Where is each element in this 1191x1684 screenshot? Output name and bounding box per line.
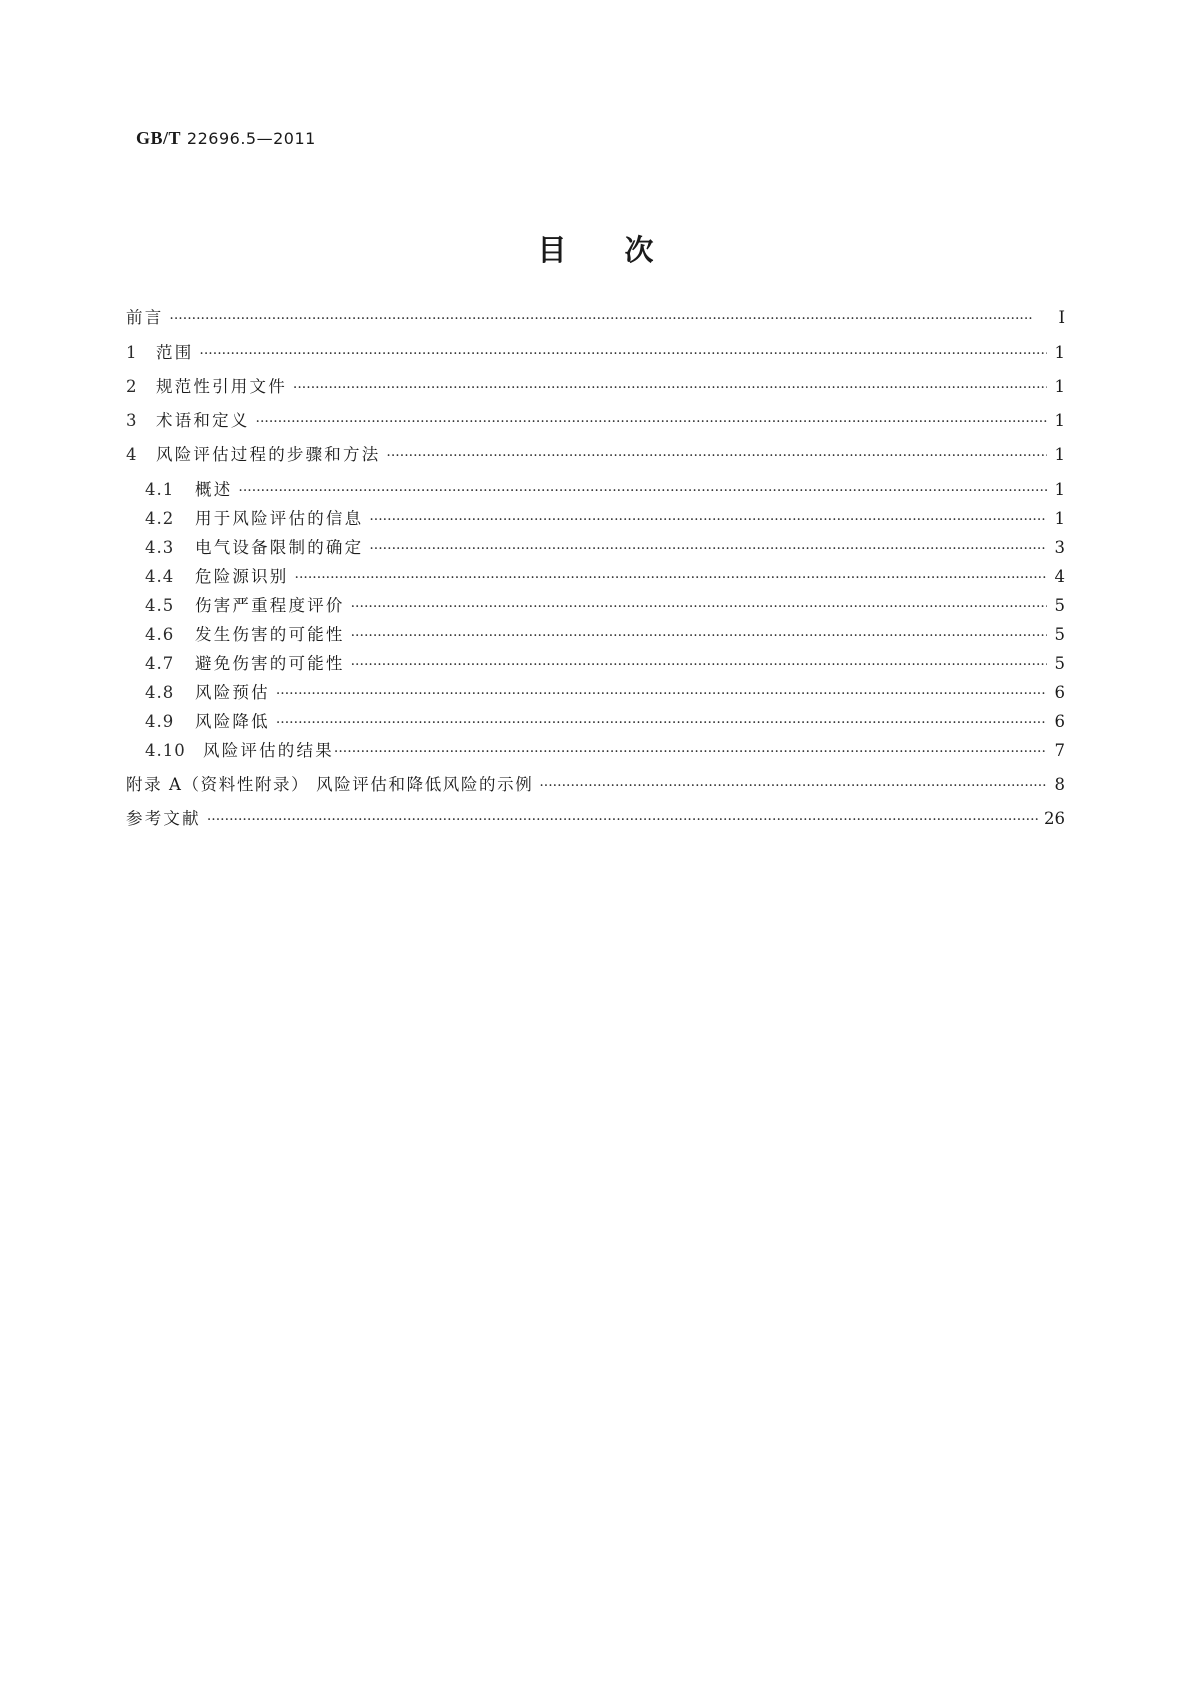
toc-entry-title: 用于风险评估的信息 [195, 509, 364, 528]
toc-entry-number: 4.8 [145, 683, 175, 702]
toc-entry-bibliography[interactable] [126, 805, 1065, 829]
toc-page-number: 26 [1044, 809, 1065, 828]
toc-leader [351, 599, 1047, 615]
toc-page-number: 1 [1054, 445, 1065, 464]
toc-entry-4-10[interactable] [145, 737, 1065, 761]
toc-leader [369, 512, 1047, 528]
toc-entry-4-4[interactable] [145, 563, 1065, 587]
toc-page-number: 7 [1054, 741, 1065, 760]
toc-entry-annex-a[interactable] [126, 771, 1065, 795]
toc-page-number: 5 [1054, 596, 1065, 615]
toc-page-number: 4 [1054, 567, 1065, 586]
standard-number: 22696.5—2011 [186, 129, 316, 148]
toc-entry-1[interactable] [126, 339, 1065, 363]
toc-page-number: 6 [1054, 683, 1065, 702]
toc-entry-2[interactable] [126, 373, 1065, 397]
toc-page-number: 5 [1054, 654, 1065, 673]
toc-entry-title: 附录 A（资料性附录） 风险评估和降低风险的示例 [126, 775, 534, 794]
standard-prefix: GB/T [136, 128, 182, 148]
toc-leader [295, 570, 1048, 586]
toc-page-number: 5 [1054, 625, 1065, 644]
toc-leader [351, 628, 1047, 644]
toc-entry-4-9[interactable] [145, 708, 1065, 732]
toc-entry-number: 3 [126, 411, 138, 430]
toc-leader [369, 541, 1047, 557]
toc-entry-number: 4.9 [145, 712, 175, 731]
toc-leader [539, 778, 1047, 794]
toc-entry-title: 范围 [156, 343, 194, 362]
toc-leader [293, 380, 1047, 396]
toc-entry-4-5[interactable] [145, 592, 1065, 616]
toc-entry-title: 伤害严重程度评价 [195, 596, 345, 615]
toc-leader [169, 311, 1047, 327]
toc-entry-4[interactable] [126, 441, 1065, 465]
toc-leader [276, 715, 1047, 731]
toc-entry-number: 4.1 [145, 480, 175, 499]
toc-entry-4-1[interactable] [145, 476, 1065, 500]
toc-page-number: 1 [1054, 411, 1065, 430]
toc-leader [207, 812, 1038, 828]
toc-entry-number: 4.2 [145, 509, 175, 528]
toc-entry-4-3[interactable] [145, 534, 1065, 558]
toc-page-number: 8 [1054, 775, 1065, 794]
toc-entry-number: 1 [126, 343, 138, 362]
toc-leader [276, 686, 1047, 702]
toc-entry-title: 风险评估的结果 [203, 741, 334, 760]
toc-page-number: 6 [1054, 712, 1065, 731]
toc-page-number: 3 [1054, 538, 1065, 557]
toc-page-number: 1 [1054, 480, 1065, 499]
toc-entry-preface[interactable] [126, 304, 1065, 328]
toc-entry-4-2[interactable] [145, 505, 1065, 529]
toc-entry-number: 4.7 [145, 654, 175, 673]
toc-entry-title: 术语和定义 [156, 411, 250, 430]
toc-entry-title: 避免伤害的可能性 [195, 654, 345, 673]
toc-entry-4-8[interactable] [145, 679, 1065, 703]
toc-entry-number: 2 [126, 377, 138, 396]
toc-entry-title: 风险降低 [195, 712, 270, 731]
toc-entry-number: 4.10 [145, 741, 186, 760]
toc-page-number: 1 [1054, 343, 1065, 362]
toc-entry-4-6[interactable] [145, 621, 1065, 645]
toc-entry-title: 电气设备限制的确定 [195, 538, 364, 557]
toc-entry-number: 4.4 [145, 567, 175, 586]
toc-entry-3[interactable] [126, 407, 1065, 431]
toc-entry-title: 发生伤害的可能性 [195, 625, 345, 644]
toc-entry-number: 4 [126, 445, 138, 464]
toc-entry-title: 规范性引用文件 [156, 377, 287, 396]
toc-leader [386, 448, 1047, 464]
toc-entry-title: 风险预估 [195, 683, 270, 702]
toc-leader [199, 346, 1047, 362]
toc-entry-title: 概述 [195, 480, 233, 499]
toc-entry-title: 参考文献 [126, 809, 201, 828]
toc-page-number: 1 [1054, 509, 1065, 528]
toc-entry-number: 4.5 [145, 596, 175, 615]
toc-leader [256, 414, 1048, 430]
toc-entry-number: 4.3 [145, 538, 175, 557]
toc-leader [238, 483, 1047, 499]
toc-page-number: 1 [1054, 377, 1065, 396]
toc-entry-4-7[interactable] [145, 650, 1065, 674]
page-title: 目次 [537, 233, 712, 267]
toc-entry-title: 前言 [126, 308, 164, 327]
toc-entry-number: 4.6 [145, 625, 175, 644]
toc-entry-title: 风险评估过程的步骤和方法 [156, 445, 381, 464]
toc-leader [351, 657, 1047, 673]
toc-page-number: Ⅰ [1058, 308, 1065, 327]
toc-entry-title: 危险源识别 [195, 567, 289, 586]
toc-leader [334, 744, 1047, 760]
